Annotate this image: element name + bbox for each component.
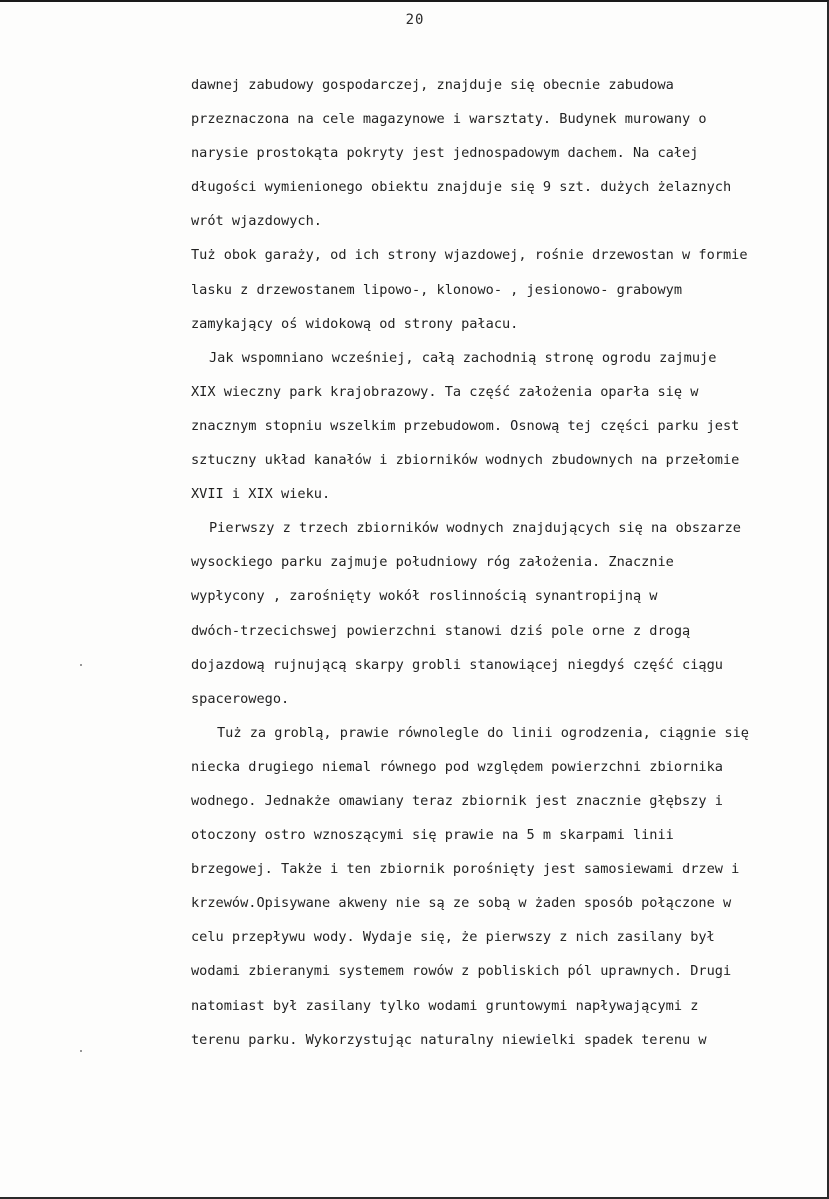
text-line: Tuż za groblą, prawie równolegle do linii ogrodzenia, ciągnie się xyxy=(217,724,749,741)
text-line: wypłycony , zarośnięty wokół roslinnością synantropijną w xyxy=(191,588,658,605)
text-line: dojazdową rujnującą skarpy grobli stanowiącej niegdyś część ciągu xyxy=(191,656,723,673)
text-line: Jak wspomniano wcześniej, całą zachodnią stronę ogrodu zajmuje xyxy=(209,349,717,366)
text-line: długości wymienionego obiektu znajduje się 9 szt. dużych żelaznych xyxy=(191,179,732,196)
text-line: otoczony ostro wznoszącymi się prawie na 5 m skarpami linii xyxy=(191,827,674,844)
text-line: terenu parku. Wykorzystując naturalny niewielki spadek terenu w xyxy=(191,1031,707,1048)
margin-speck xyxy=(80,664,82,666)
page-number: 20 xyxy=(405,12,425,28)
text-line: znacznym stopniu wszelkim przebudowom. Osnową tej części parku jest xyxy=(191,417,740,434)
text-line: lasku z drzewostanem lipowo-, klonowo- , jesionowo- grabowym xyxy=(191,281,683,298)
body-text xyxy=(191,68,791,1057)
text-line: narysie prostokąta pokryty jest jednospadowym dachem. Na całej xyxy=(191,145,699,162)
text-line: wodnego. Jednakże omawiany teraz zbiornik jest znacznie głębszy i xyxy=(191,792,723,809)
text-line: wodami zbieranymi systemem rowów z pobliskich pól uprawnych. Drugi xyxy=(191,963,732,980)
text-line: spacerowego. xyxy=(191,690,290,707)
text-line: brzegowej. Także i ten zbiornik porośnięty jest samosiewami drzew i xyxy=(191,861,740,878)
text-line: natomiast był zasilany tylko wodami gruntowymi napływającymi z xyxy=(191,997,699,1014)
text-line: niecka drugiego niemal równego pod względem powierzchni zbiornika xyxy=(191,758,723,775)
text-line: dawnej zabudowy gospodarczej, znajduje się obecnie zabudowa xyxy=(191,77,674,93)
text-line: Pierwszy z trzech zbiorników wodnych znajdujących się na obszarze xyxy=(209,520,741,537)
text-line: wrót wjazdowych. xyxy=(191,213,322,230)
text-line: XVII i XIX wieku. xyxy=(191,486,331,503)
text-line: wysockiego parku zajmuje południowy róg założenia. Znacznie xyxy=(191,554,674,571)
text-line: zamykający oś widokową od strony pałacu. xyxy=(191,315,519,332)
text-line: XIX wieczny park krajobrazowy. Ta część założenia oparła się w xyxy=(191,383,699,400)
text-line: celu przepływu wody. Wydaje się, że pierwszy z nich zasilany był xyxy=(191,929,715,946)
text-line: sztuczny układ kanałów i zbiorników wodnych zbudownych na przełomie xyxy=(191,452,740,469)
text-line: Tuż obok garaży, od ich strony wjazdowej, rośnie drzewostan w formie xyxy=(191,247,748,264)
text-line: przeznaczona na cele magazynowe i warsztaty. Budynek murowany o xyxy=(191,111,707,128)
text-line: krzewów.Opisywane akweny nie są ze sobą w żaden sposób połączone w xyxy=(191,895,732,912)
margin-speck xyxy=(80,1050,82,1052)
text-line: dwóch-trzecichswej powierzchni stanowi dziś pole orne z drogą xyxy=(191,622,691,639)
